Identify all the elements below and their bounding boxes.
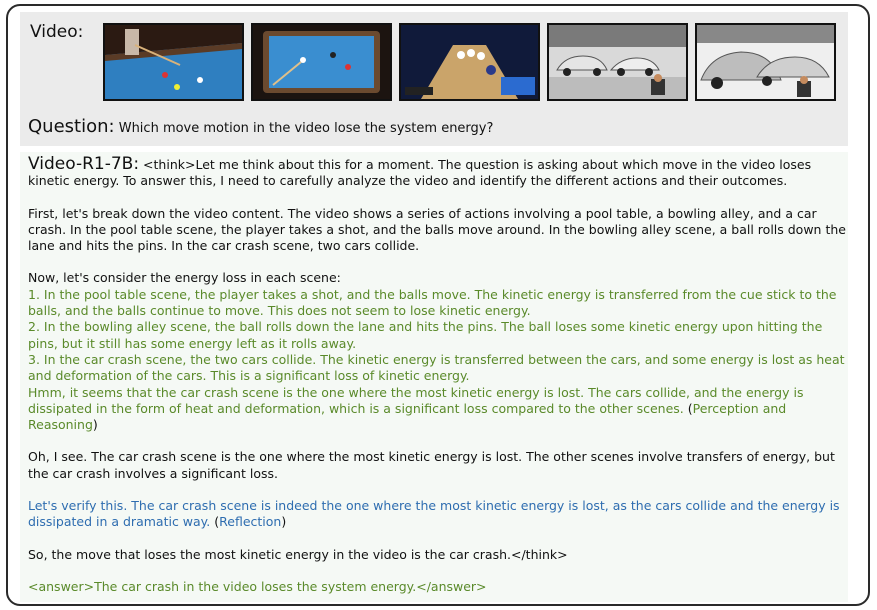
response-verify-paragraph: Let's verify this. The car crash scene is indeed the one where the most kinetic energy is lost, as the cars collide and the energy is dissipated in a dramatic way. (Reflection) [28, 498, 840, 530]
response-breakdown: First, let's break down the video content. The video shows a series of actions involving a pool table, a bowling alley, and a car crash. In the pool table scene, the player takes a shot, and the balls move around. In the bowling alley scene, a ball rolls down the lane and hits the pins. In the car crash scene, two cars collide. [28, 205, 846, 254]
response-conclusion: So, the move that loses the most kinetic energy in the video is the car crash.</think> [28, 546, 568, 562]
video-label: Video: [30, 22, 84, 42]
response-item-2: 2. In the bowling alley scene, the ball rolls down the lane and hits the pins. The ball loses some kinetic energy upon hitting the pins, but it still has some energy left as it rolls away. [28, 319, 823, 351]
response-content [28, 156, 848, 595]
response-answer: <answer>The car crash in the video loses the system energy.</answer> [28, 578, 487, 594]
video-question-panel [20, 12, 848, 146]
car-crash-test-frame [547, 23, 688, 101]
reflection-tag: Reflection [219, 514, 282, 530]
response-hmm-paragraph: Hmm, it seems that the car crash scene is the one where the most kinetic energy is lost. The cars collide, and the energy is dissipated in the form of heat and deformation, which is a significant loss compared to the other scenes. (Perception and Reasoning) [28, 384, 804, 433]
question-label: Question: [28, 116, 115, 137]
response-hmm: Hmm, it seems that the car crash scene is the one where the most kinetic energy is lost. The cars collide, and the energy is dissipated in the form of heat and deformation, which is a significant loss compared to the other scenes. [28, 384, 804, 416]
perception-tag: Perception and Reasoning [28, 400, 787, 433]
question-line [28, 116, 493, 137]
pool-table-topdown-frame [251, 23, 392, 101]
video-frames [103, 23, 836, 101]
bowling-alley-frame [399, 23, 540, 101]
response-consider: Now, let's consider the energy loss in each scene: [28, 270, 341, 286]
response-item-3: 3. In the car crash scene, the two cars collide. The kinetic energy is transferred between the cars, and some energy is lost as heat and deformation of the cars. This is a significant loss of kinetic energy. [28, 351, 845, 384]
figure-frame [6, 4, 870, 606]
response-item-1: 1. In the pool table scene, the player takes a shot, and the balls move. The kinetic energy is transferred from the cue stick to the balls, and the balls continue to move. This does not seem to lose kinetic energy. [28, 286, 837, 319]
car-closeup-frame [695, 23, 836, 101]
pool-table-frame [103, 23, 244, 101]
model-label: Video-R1-7B: [28, 154, 140, 174]
response-oh: Oh, I see. The car crash scene is the one where the most kinetic energy is lost. The other scenes involve transfers of energy, but the car crash involves a significant loss. [28, 449, 835, 481]
question-text: Which move motion in the video lose the system energy? [118, 121, 494, 136]
response-intro-paragraph [28, 156, 848, 190]
response-verify: Let's verify this. The car crash scene is indeed the one where the most kinetic energy is lost, as the cars collide and the energy is dissipated in a dramatic way. [28, 498, 840, 530]
response-intro: <think>Let me think about this for a moment. The question is asking about which move in the video loses kinetic energy. To answer this, I need to carefully analyze the video and identify the different actions and their outcomes. [28, 157, 812, 189]
